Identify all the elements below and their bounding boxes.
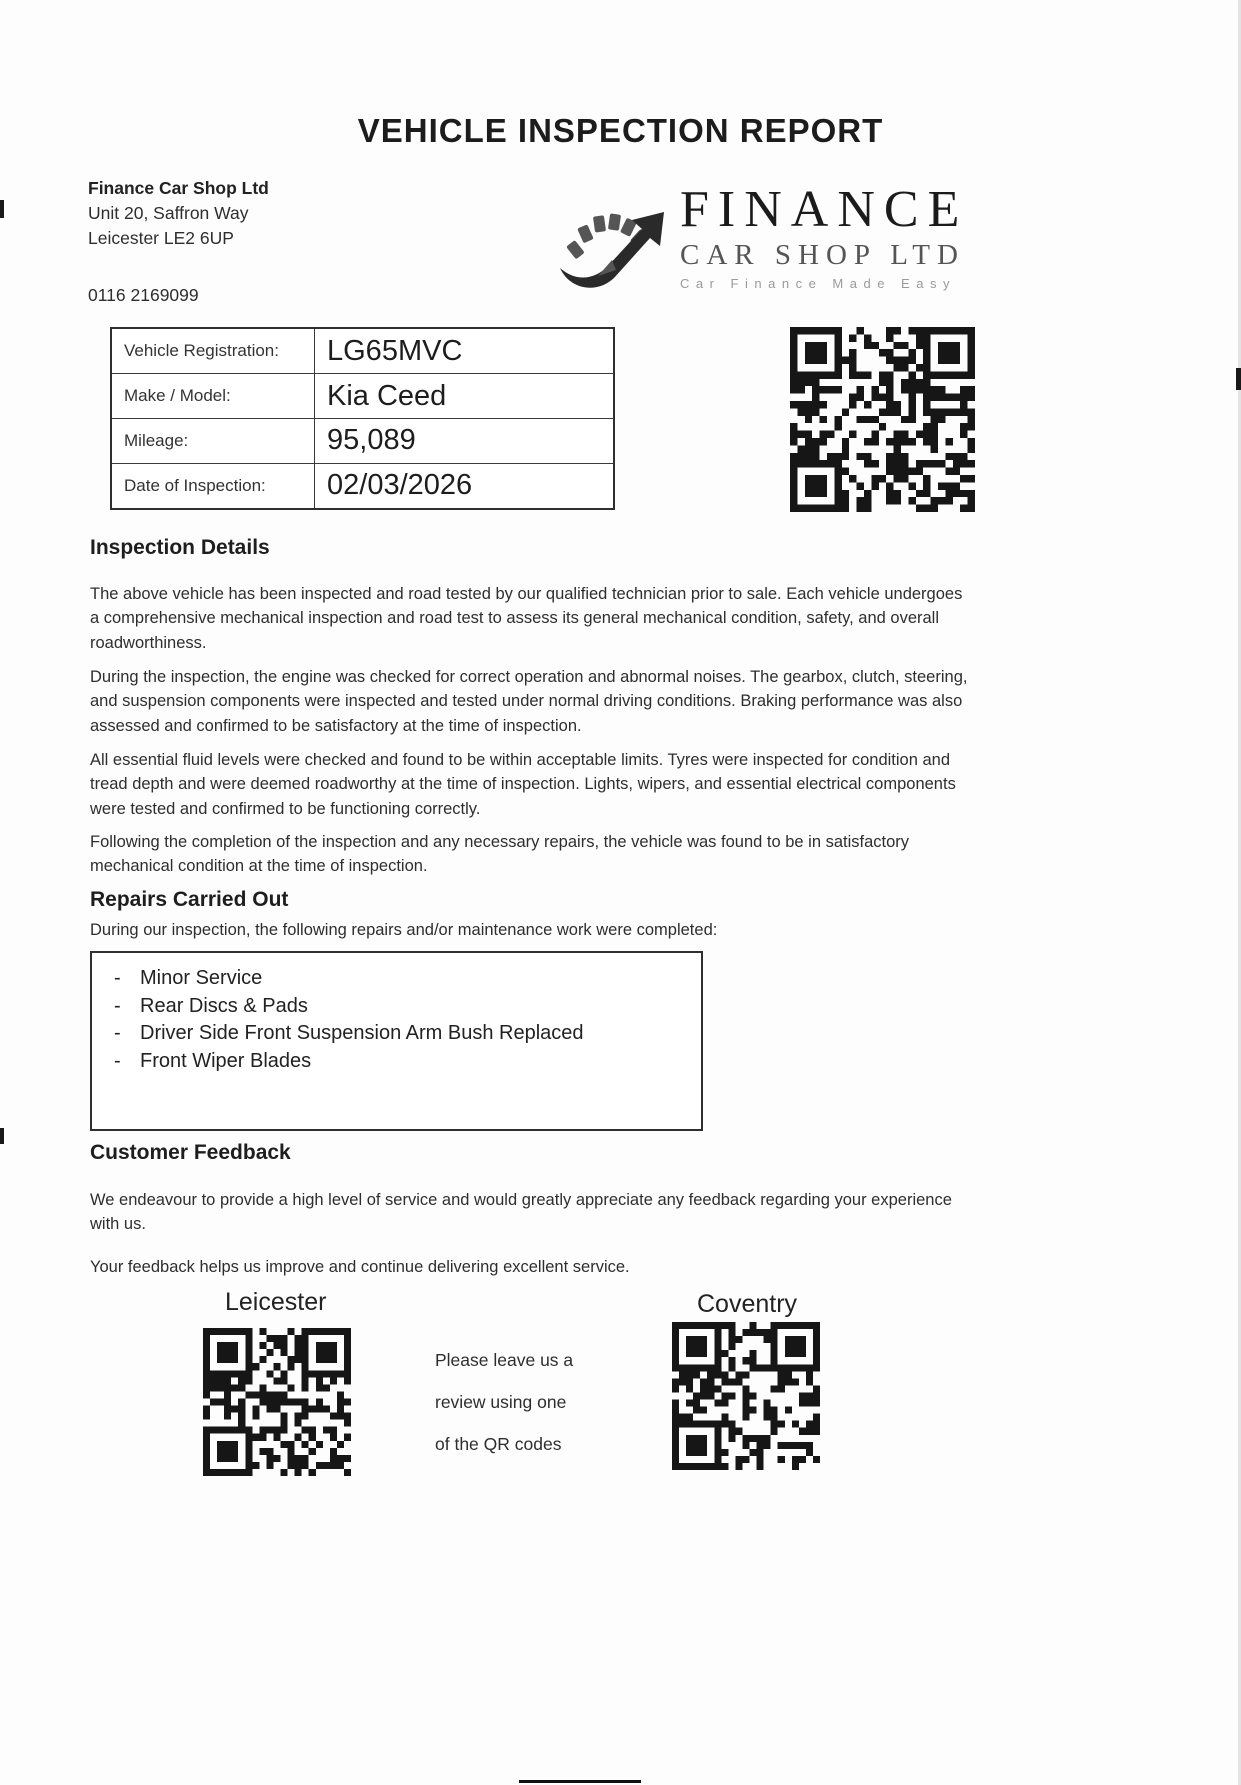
table-row xyxy=(111,463,614,509)
feedback-paragraph-1: We endeavour to provide a high level of service and would greatly appreciate any feedback regarding your experience with us. xyxy=(90,1190,952,1233)
row-label: Date of Inspection: xyxy=(111,463,315,509)
repairs-intro: During our inspection, the following repairs and/or maintenance work were completed: xyxy=(90,921,718,939)
table-row xyxy=(111,328,614,374)
inspection-paragraph-1: The above vehicle has been inspected and road tested by our qualified technician prior to sale. Each vehicle undergoes a comprehensive mechanical inspection and road test to assess its general mechanical condition, safety, and overall roadworthiness. xyxy=(90,584,963,652)
row-label: Make / Model: xyxy=(111,374,315,419)
repairs-heading: Repairs Carried Out xyxy=(90,888,289,911)
row-label: Mileage: xyxy=(111,418,315,463)
company-phone: 0116 2169099 xyxy=(88,285,199,305)
table-row xyxy=(111,374,614,419)
vehicle-details-table xyxy=(110,327,615,510)
company-address-line1: Unit 20, Saffron Way xyxy=(88,203,249,223)
speedometer-arrow-icon xyxy=(552,190,687,305)
logo-text xyxy=(680,182,980,293)
location-label-coventry: Coventry xyxy=(697,1290,798,1318)
repairs-list-box xyxy=(90,951,703,1131)
scan-artifact xyxy=(1236,368,1241,390)
inspection-paragraph-3: All essential fluid levels were checked and found to be within acceptable limits. Tyres were inspected for condition and tread depth and were deemed roadworthy at the time of inspection. Lights, wipers, and essential electrical components were tested and confirmed to be functioning correctly. xyxy=(90,750,956,818)
repair-item xyxy=(114,1048,701,1076)
qr-note xyxy=(435,1350,573,1476)
location-label-leicester: Leicester xyxy=(225,1288,327,1316)
list-dash: - xyxy=(114,967,121,989)
logo-line2: CAR SHOP LTD xyxy=(680,239,965,271)
vehicle-registration-value: LG65MVC xyxy=(315,328,615,374)
make-model-value: Kia Ceed xyxy=(315,374,615,419)
inspection-paragraph-4: Following the completion of the inspection and any necessary repairs, the vehicle was found to be in satisfactory mechanical condition at the time of inspection. xyxy=(90,832,910,875)
vehicle-report-qr-code xyxy=(790,327,975,512)
repair-item xyxy=(114,993,701,1021)
logo-tagline: Car Finance Made Easy xyxy=(680,276,956,291)
list-dash: - xyxy=(114,994,121,1017)
repair-item-label: Rear Discs & Pads xyxy=(140,994,308,1017)
row-label: Vehicle Registration: xyxy=(111,328,315,374)
list-dash: - xyxy=(114,1049,121,1072)
feedback-paragraph-2: Your feedback helps us improve and continue delivering excellent service. xyxy=(90,1257,630,1276)
inspection-paragraph-2: During the inspection, the engine was checked for correct operation and abnormal noises. The gearbox, clutch, steering, and suspension components were inspected and tested under normal driving conditions. Braking performance was also assessed and confirmed to be satisfactory at the time of inspection. xyxy=(90,667,968,735)
mileage-value: 95,089 xyxy=(315,418,615,463)
page-title: VEHICLE INSPECTION REPORT xyxy=(357,112,884,149)
qr-note-line2: review using one xyxy=(435,1392,567,1412)
table-row xyxy=(111,418,614,463)
inspection-date-value: 02/03/2026 xyxy=(315,463,615,509)
repair-item-label: Minor Service xyxy=(140,967,263,989)
coventry-review-qr-code xyxy=(672,1322,820,1470)
inspection-details-heading: Inspection Details xyxy=(90,536,270,559)
logo-line1: FINANCE xyxy=(680,181,969,238)
qr-note-line3: of the QR codes xyxy=(435,1434,562,1454)
company-address-line2: Leicester LE2 6UP xyxy=(88,228,234,248)
repair-item-label: Driver Side Front Suspension Arm Bush Replaced xyxy=(140,1022,584,1044)
scan-artifact xyxy=(0,1128,4,1144)
company-address-block xyxy=(88,176,269,308)
scan-artifact-bottom xyxy=(519,1780,641,1783)
repair-item xyxy=(114,1020,701,1048)
leicester-review-qr-code xyxy=(203,1328,351,1476)
repair-item-label: Front Wiper Blades xyxy=(140,1049,312,1072)
company-name: Finance Car Shop Ltd xyxy=(88,178,269,198)
scan-artifact xyxy=(0,200,4,218)
repair-item xyxy=(114,965,701,993)
customer-feedback-heading: Customer Feedback xyxy=(90,1141,291,1164)
list-dash: - xyxy=(114,1022,121,1044)
company-logo xyxy=(552,182,982,312)
qr-note-line1: Please leave us a xyxy=(435,1350,574,1370)
